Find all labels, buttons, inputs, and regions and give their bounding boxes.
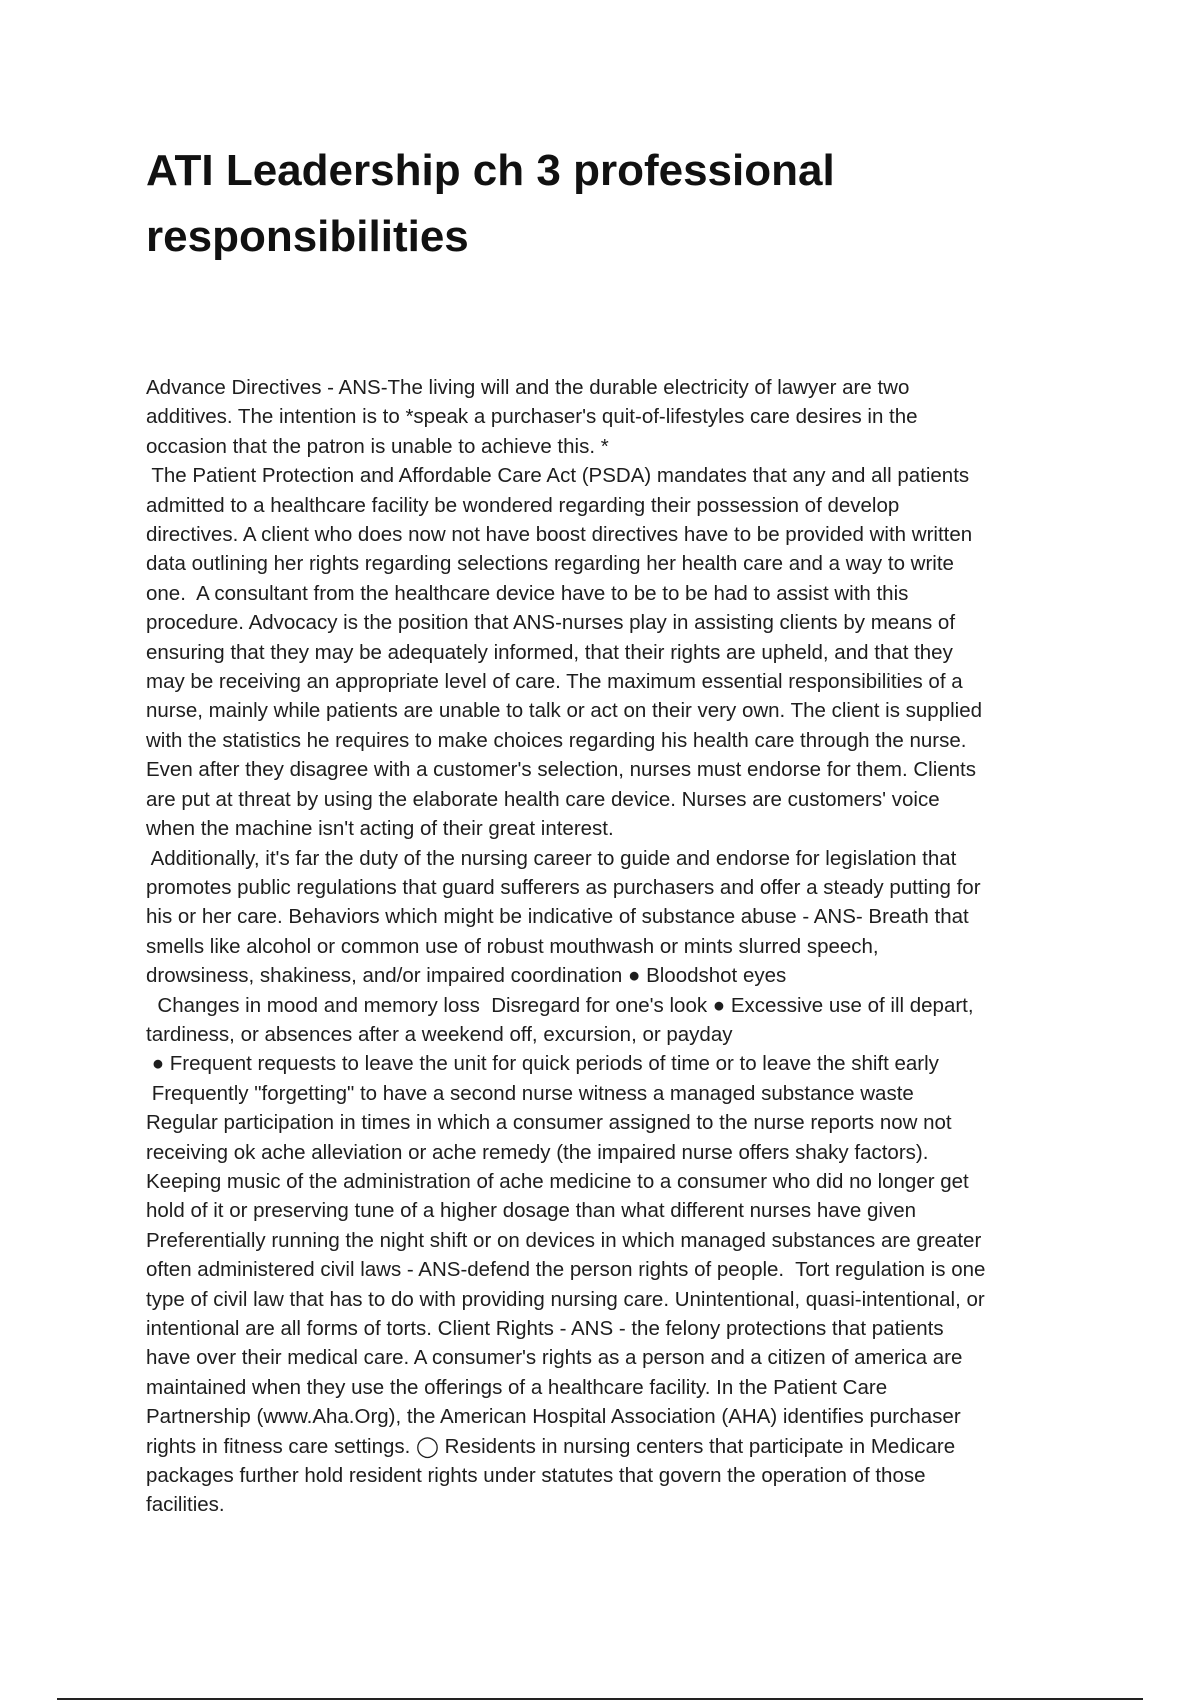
body-line: nurse, mainly while patients are unable to talk or act on their very own. The client is supplied <box>146 699 983 723</box>
body-line: Frequently "forgetting" to have a second nurse witness a managed substance waste <box>146 1081 914 1105</box>
body-line: with the statistics he requires to make choices regarding his health care through the nurse. <box>146 728 967 752</box>
body-line: data outlining her rights regarding selections regarding her health care and a way to write <box>146 552 954 576</box>
body-line: type of civil law that has to do with providing nursing care. Unintentional, quasi-intentional, or <box>146 1287 985 1311</box>
body-line: directives. A client who does now not have boost directives have to be provided with written <box>146 523 973 547</box>
body-line: when the machine isn't acting of their great interest. <box>146 817 614 841</box>
body-line: occasion that the patron is unable to achieve this. * <box>146 434 609 458</box>
body-line: hold of it or preserving tune of a higher dosage than what different nurses have given <box>146 1199 917 1223</box>
body-line: procedure. Advocacy is the position that ANS-nurses play in assisting clients by means of <box>146 611 956 635</box>
body-line: drowsiness, shakiness, and/or impaired coordination ● Bloodshot eyes <box>146 964 787 988</box>
body-line: intentional are all forms of torts. Client Rights - ANS - the felony protections that patients <box>146 1317 944 1340</box>
page-title-line: responsibilities <box>146 212 469 261</box>
body-line: The Patient Protection and Affordable Care Act (PSDA) mandates that any and all patients <box>146 464 970 488</box>
body-line: maintained when they use the offerings of a healthcare facility. In the Patient Care <box>146 1375 888 1399</box>
body-line: Keeping music of the administration of ache medicine to a consumer who did no longer get <box>146 1169 969 1193</box>
body-line: tardiness, or absences after a weekend off, excursion, or payday <box>146 1022 733 1046</box>
body-line: Preferentially running the night shift or on devices in which managed substances are greater <box>146 1228 982 1252</box>
body-line: often administered civil laws - ANS-defend the person rights of people. Tort regulation is one <box>146 1258 986 1282</box>
body-line: facilities. <box>146 1493 225 1517</box>
body-line: have over their medical care. A consumer's rights as a person and a citizen of america are <box>146 1346 963 1370</box>
body-line: Even after they disagree with a customer's selection, nurses must endorse for them. Clients <box>146 758 976 782</box>
body-line: ● Frequent requests to leave the unit for quick periods of time or to leave the shift early <box>146 1052 939 1076</box>
body-line: ensuring that they may be adequately informed, that their rights are upheld, and that they <box>146 640 953 664</box>
body-line: Regular participation in times in which a consumer assigned to the nurse reports now not <box>146 1111 952 1135</box>
page-title <box>146 138 946 270</box>
body-line: Partnership (www.Aha.Org), the American Hospital Association (AHA) identifies purchaser <box>146 1405 961 1429</box>
page-title-line: ATI Leadership ch 3 professional <box>146 146 835 195</box>
document-body <box>146 373 1066 1520</box>
body-line: smells like alcohol or common use of robust mouthwash or mints slurred speech, <box>146 934 879 958</box>
body-line: promotes public regulations that guard sufferers as purchasers and offer a steady putting for <box>146 875 981 899</box>
body-line: additives. The intention is to *speak a purchaser's quit-of-lifestyles care desires in the <box>146 405 918 429</box>
body-line: packages further hold resident rights under statutes that govern the operation of those <box>146 1464 926 1488</box>
body-line: Changes in mood and memory loss Disregard for one's look ● Excessive use of ill depart, <box>146 993 974 1017</box>
body-line: are put at threat by using the elaborate health care device. Nurses are customers' voice <box>146 787 940 811</box>
body-line: Advance Directives - ANS-The living will and the durable electricity of lawyer are two <box>146 376 910 399</box>
body-line: his or her care. Behaviors which might be indicative of substance abuse - ANS- Breath that <box>146 905 969 929</box>
body-line: receiving ok ache alleviation or ache remedy (the impaired nurse offers shaky factors). <box>146 1140 929 1164</box>
body-line: may be receiving an appropriate level of care. The maximum essential responsibilities of a <box>146 670 963 694</box>
body-line: Additionally, it's far the duty of the nursing career to guide and endorse for legislation that <box>146 846 957 870</box>
body-line: admitted to a healthcare facility be wondered regarding their possession of develop <box>146 493 900 517</box>
body-line: rights in fitness care settings. ◯ Residents in nursing centers that participate in Medicare <box>146 1434 956 1458</box>
body-line: one. A consultant from the healthcare device have to be to be had to assist with this <box>146 581 909 605</box>
